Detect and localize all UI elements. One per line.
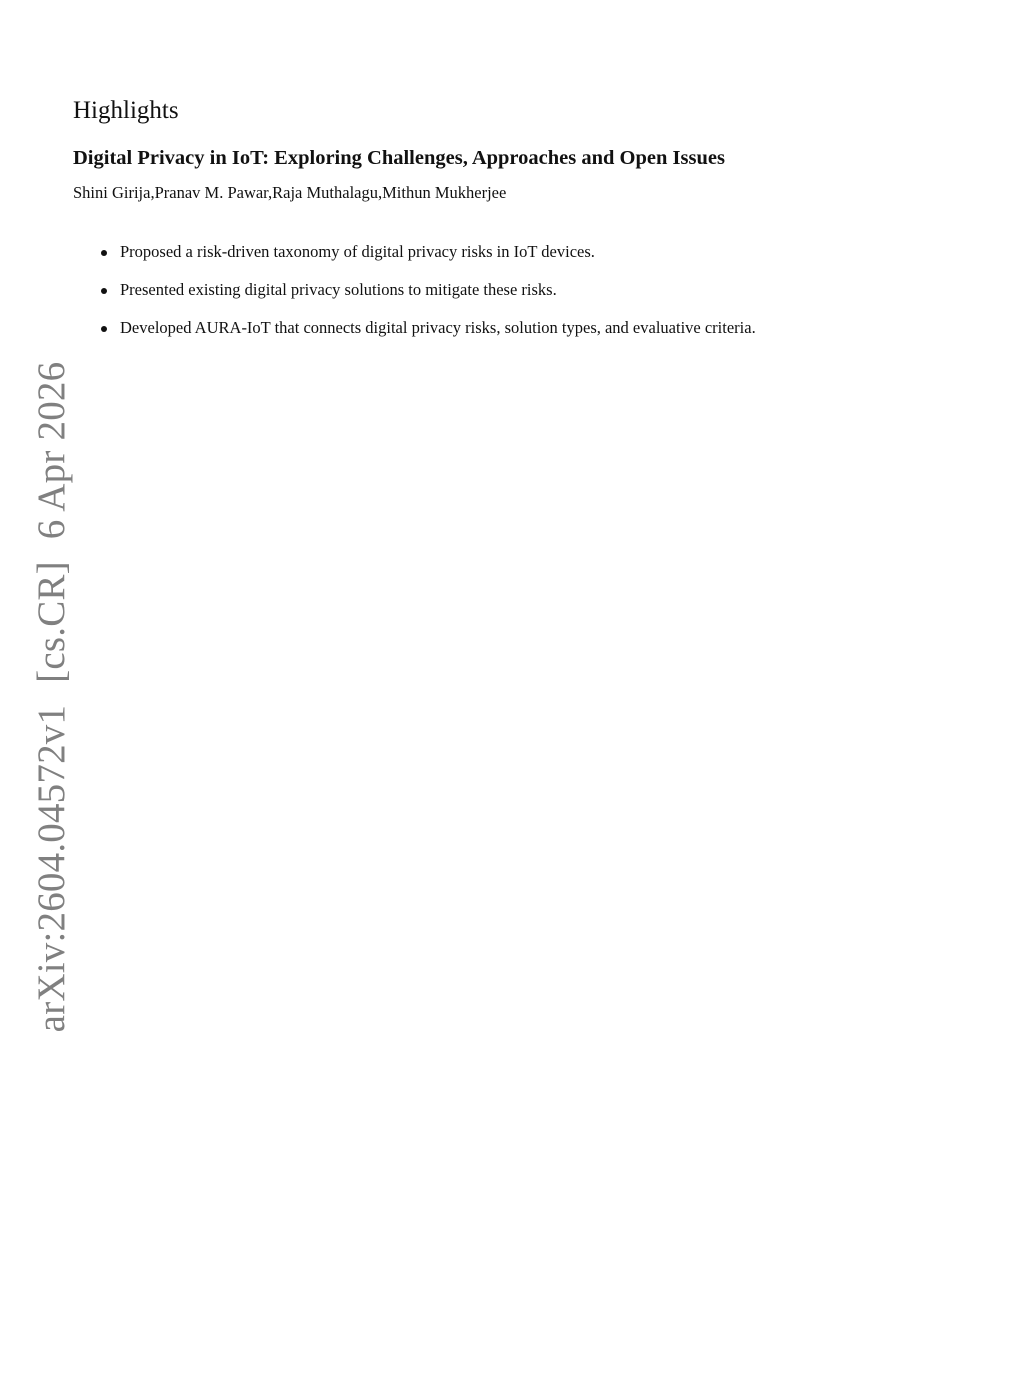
highlight-text: Developed AURA-IoT that connects digital privacy risks, solution types, and evaluative criteria. — [120, 318, 756, 337]
highlight-text: Proposed a risk-driven taxonomy of digital privacy risks in IoT devices. — [120, 242, 595, 261]
arxiv-stamp[interactable] — [30, 362, 74, 1033]
arxiv-date: 6 Apr 2026 — [30, 361, 73, 540]
arxiv-id[interactable]: arXiv:2604.04572v1 — [30, 704, 73, 1033]
author-list: Shini Girija,Pranav M. Pawar,Raja Muthalagu,Mithun Mukherjee — [73, 183, 507, 202]
highlight-item — [100, 316, 756, 340]
bullet-icon — [101, 250, 107, 256]
highlights-list — [100, 240, 756, 354]
bullet-icon — [101, 326, 107, 332]
bullet-icon — [101, 288, 107, 294]
paper-title: Digital Privacy in IoT: Exploring Challenges, Approaches and Open Issues — [73, 147, 725, 169]
arxiv-category: [cs.CR] — [30, 561, 73, 683]
highlight-text: Presented existing digital privacy solutions to mitigate these risks. — [120, 280, 557, 299]
highlights-heading: Highlights — [73, 97, 179, 124]
highlight-item — [100, 278, 756, 302]
highlight-item — [100, 240, 756, 264]
